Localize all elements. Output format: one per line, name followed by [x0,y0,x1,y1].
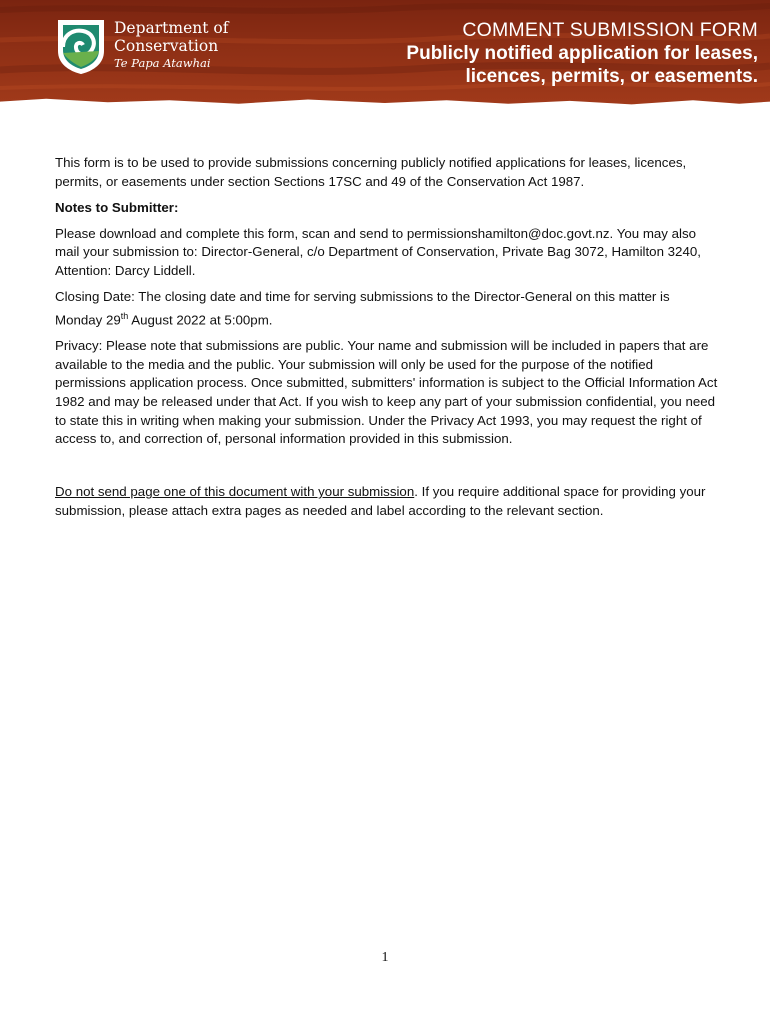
department-name [114,19,228,55]
page-one-warning: Do not send page one of this document with your submission [55,484,415,500]
intro-paragraph: This form is to be used to provide submissions concerning publicly notified applications for leases, licences, permits, or easements under section Sections 17SC and 49 of the Conservation Act 1987. [55,155,687,189]
privacy-paragraph: Privacy: Please note that submissions are public. Your name and submission will be included in papers that are available to the media and the public. Your submission will only be used for the purpose of the notified permissions application process. Once submitted, submitters' information is subject to the Official Information Act 1982 and may be released under that Act. If you wish to keep any part of your submission confidential, you need to state this in writing when making your submission. Under the Privacy Act 1993, you may request the right of access to, and correction of, personal information provided in this submission. [55,338,718,447]
title-line2: Publicly notified application for leases, [406,43,758,64]
closing-date-suffix: August 2022 at 5:00pm. [128,312,273,328]
page-number: 1 [381,950,389,965]
page-one-paragraph [55,483,720,520]
download-paragraph: Please download and complete this form, scan and send to permissionshamilton@doc.govt.nz. You may also mail your submission to: Director-General, c/o Department of Conservation, Private Bag 3072, Hamilton 3240, Attention: Darcy Liddell. [55,225,701,278]
dept-line1: Department of [114,19,229,37]
dept-maori-name: Te Papa Atawhai [114,56,211,70]
form-title [406,19,758,88]
title-line3: licences, permits, or easements. [465,66,758,87]
notes-heading: Notes to Submitter: [55,199,179,215]
title-line1: COMMENT SUBMISSION FORM [462,19,758,41]
closing-date-paragraph [55,288,720,330]
spacer [55,456,720,483]
form-body [55,154,720,528]
doc-logo-icon [55,17,107,75]
closing-date-ordinal: th [120,310,129,321]
page-one-rest: . If you require additional space for providing your submission, please attach extra pages as needed and label according to the relevant section. [55,484,706,518]
closing-date-prefix: Closing Date: The closing date and time for serving submissions to the Director-General on this matter is Monday 29 [55,289,670,328]
dept-line2: Conservation [114,37,219,55]
header-banner [0,0,770,106]
